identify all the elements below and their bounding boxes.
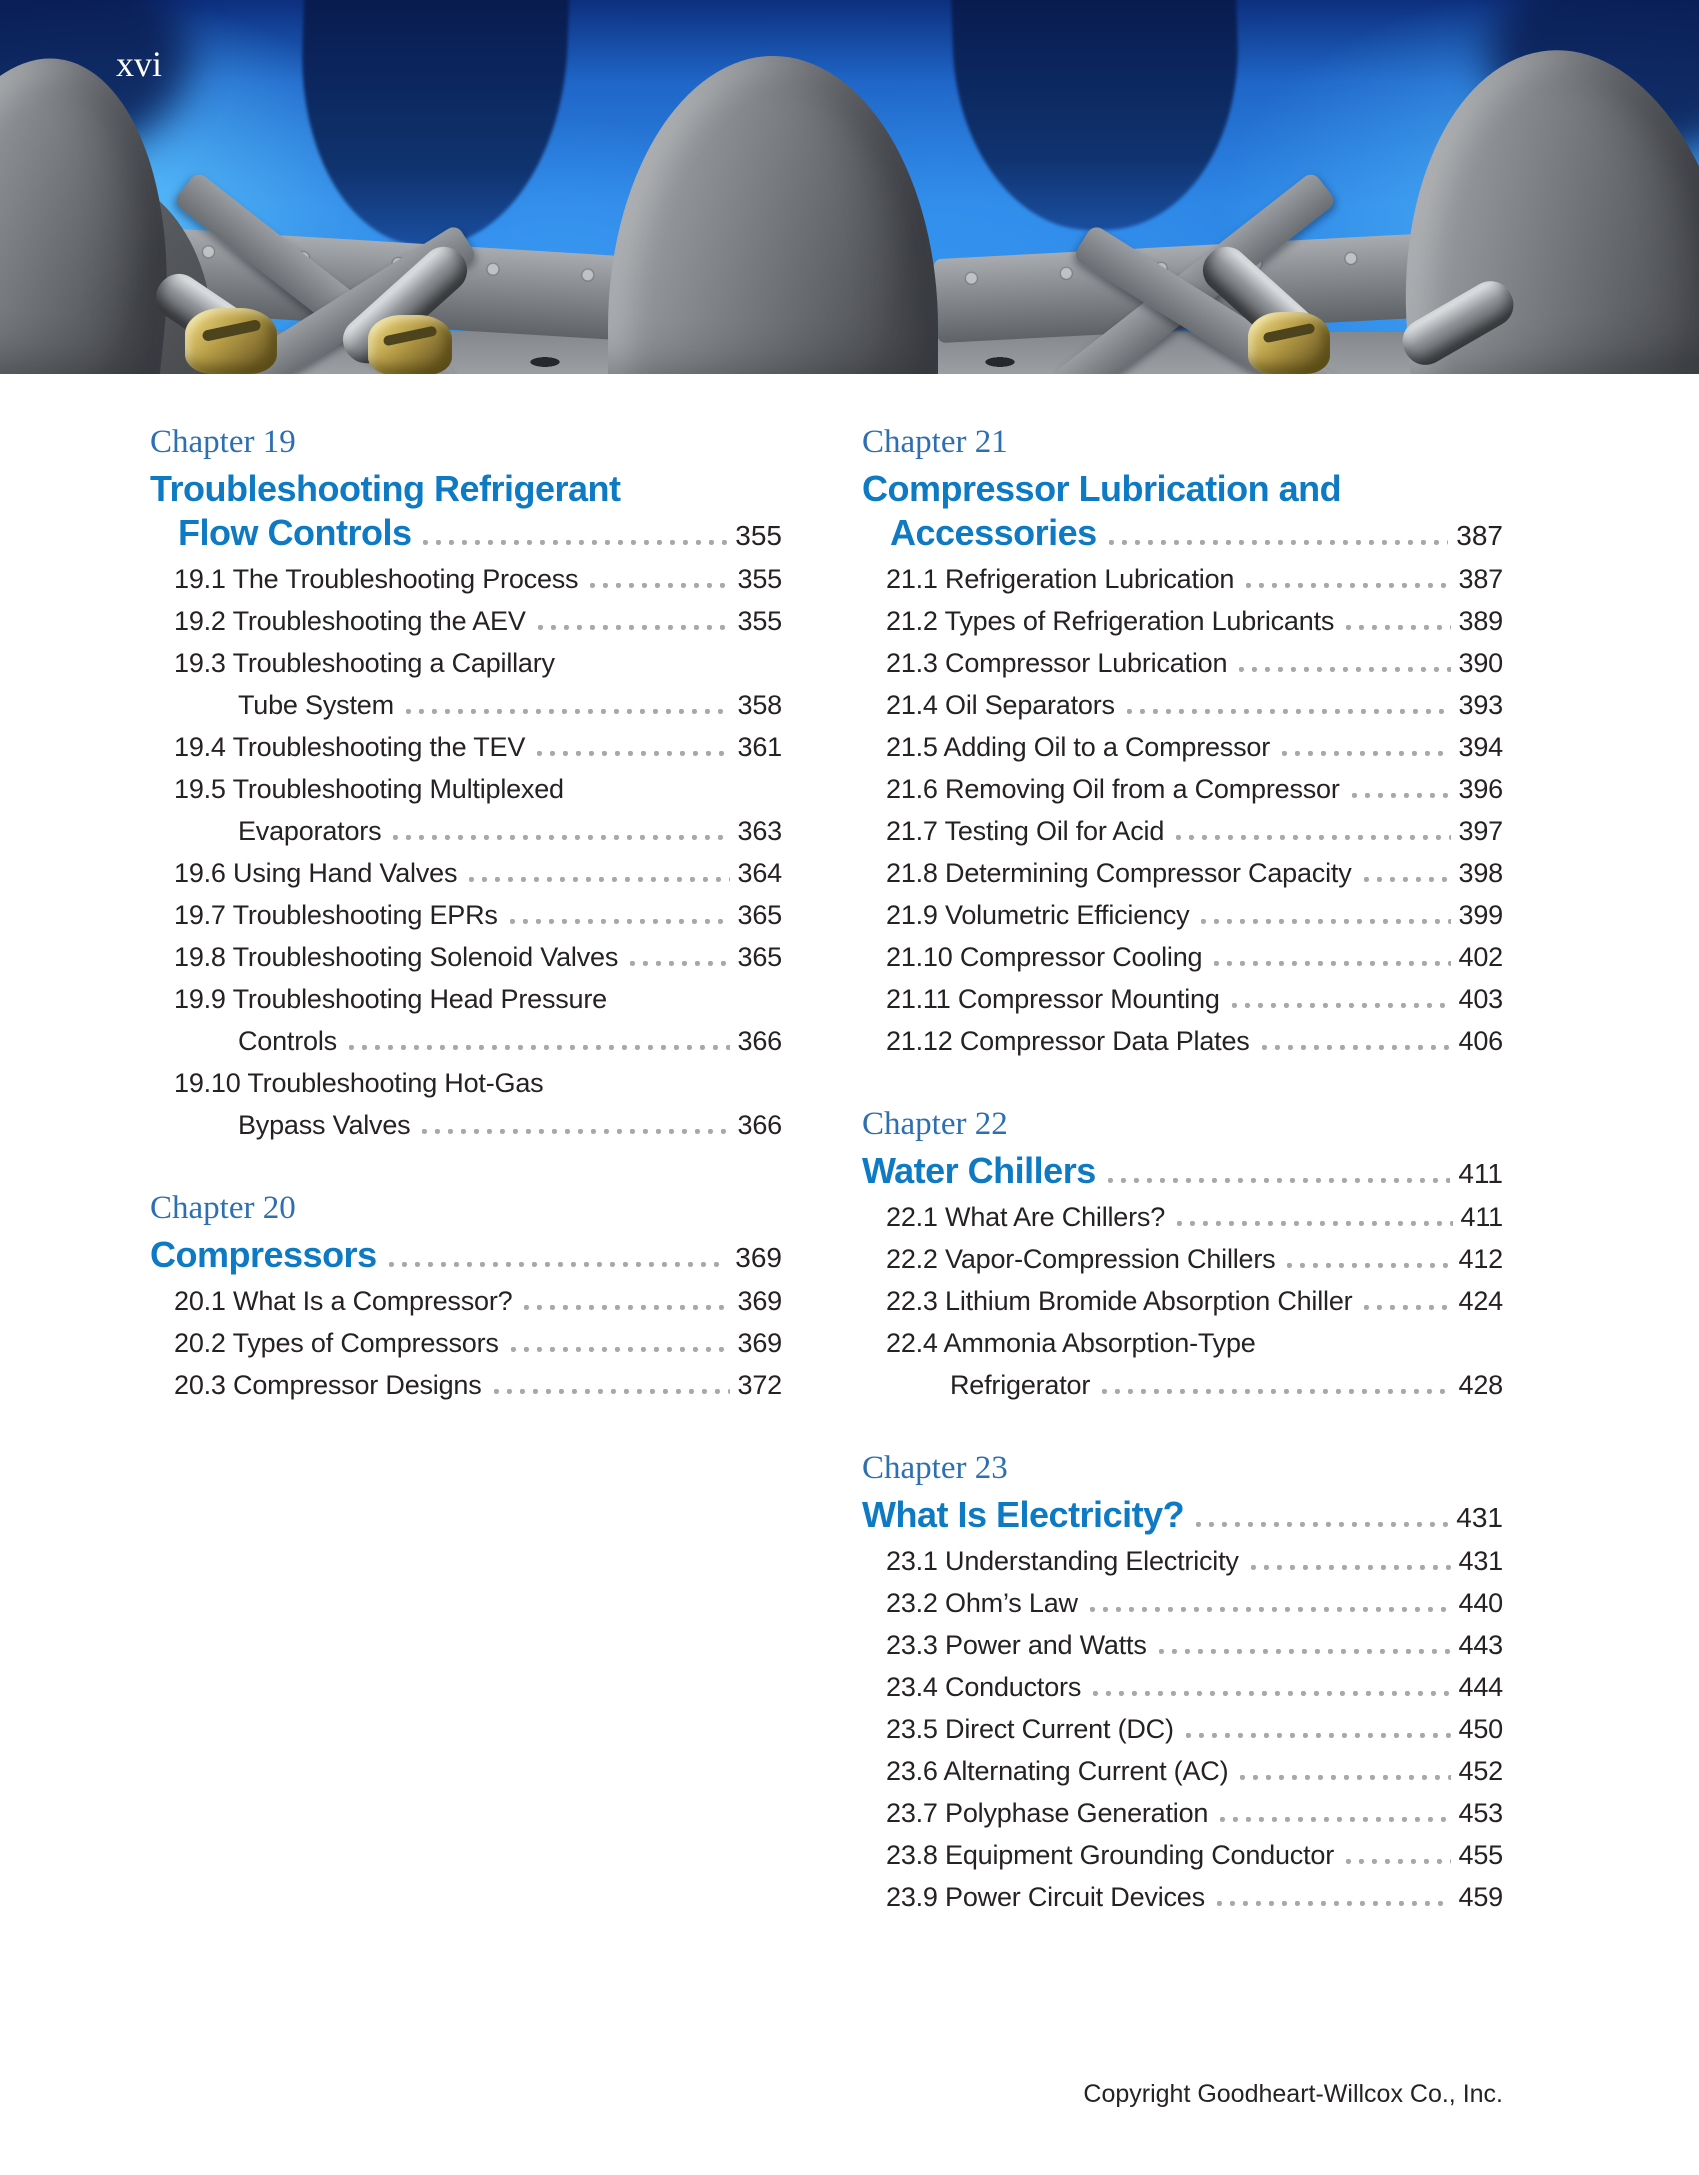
chapter-label: Chapter 19 [150, 424, 296, 460]
dot-leader [1176, 835, 1450, 840]
dot-leader [1127, 709, 1451, 714]
toc-entry-text: 19.3 Troubleshooting a Capillary [174, 647, 555, 678]
page-number: 369 [737, 1285, 782, 1316]
toc-entry-text: 21.9 Volumetric Efficiency [886, 899, 1190, 930]
dot-leader [422, 1129, 729, 1134]
dot-leader [1159, 1649, 1451, 1654]
dot-leader [1352, 793, 1451, 798]
photo-dark-flame-left [295, 0, 569, 246]
dot-leader [511, 1347, 730, 1352]
dot-leader [1186, 1733, 1451, 1738]
page-number: 455 [1458, 1839, 1503, 1870]
toc-entry-line [862, 600, 1503, 642]
toc-entry-line [150, 684, 782, 726]
dot-leader [630, 961, 729, 966]
toc-section [862, 1106, 1503, 1406]
page-number: 453 [1458, 1797, 1503, 1828]
toc-entry-line [862, 1666, 1503, 1708]
toc-entry-line [150, 558, 782, 600]
toc-entry-line [150, 642, 782, 684]
toc-entry-line [862, 1322, 1503, 1364]
toc-entry-text: 23.4 Conductors [886, 1671, 1082, 1702]
dot-leader [1201, 919, 1450, 924]
chapter-entries [862, 1540, 1503, 1918]
toc-column-left [150, 424, 782, 1406]
toc-entry-text: 19.5 Troubleshooting Multiplexed [174, 773, 564, 804]
page-number: 366 [737, 1025, 782, 1056]
copyright-notice: Copyright Goodheart-Willcox Co., Inc. [1083, 2080, 1503, 2108]
toc-entry-line [862, 1792, 1503, 1834]
page-number: 411 [1458, 1157, 1503, 1189]
toc-entry-text: 21.8 Determining Compressor Capacity [886, 857, 1352, 888]
dot-leader [349, 1045, 730, 1050]
toc-entry-line [862, 1750, 1503, 1792]
dot-leader [1287, 1263, 1450, 1268]
toc-entry-line [862, 1364, 1503, 1406]
toc-entry-line [150, 600, 782, 642]
dot-leader [1108, 1178, 1451, 1183]
toc-entry-text: 23.2 Ohm’s Law [886, 1587, 1078, 1618]
dot-leader [1177, 1221, 1453, 1226]
page-number: 396 [1458, 773, 1503, 804]
photo-brass-bolt [185, 308, 277, 374]
toc-entry-text: Evaporators [238, 815, 382, 846]
photo-burner-tube-center [608, 56, 938, 374]
toc-entry-text: 23.8 Equipment Grounding Conductor [886, 1839, 1334, 1870]
toc-entry-line [862, 642, 1503, 684]
toc-entry-line [862, 1624, 1503, 1666]
toc-entry-line [862, 1020, 1503, 1062]
toc-entry-text: Tube System [238, 689, 394, 720]
toc-entry-line [150, 1104, 782, 1146]
toc-entry-line [862, 1834, 1503, 1876]
toc-entry-line [862, 978, 1503, 1020]
dot-leader [1364, 877, 1451, 882]
page-number: 406 [1458, 1025, 1503, 1056]
toc-entry-line [862, 1196, 1503, 1238]
toc-entry-line [862, 558, 1503, 600]
toc-entry-line [150, 726, 782, 768]
chapter-label: Chapter 20 [150, 1189, 296, 1226]
toc-entry-line [150, 810, 782, 852]
toc-entry-text: 21.6 Removing Oil from a Compressor [886, 773, 1340, 804]
toc-entry-line [862, 1708, 1503, 1750]
toc-entry-text: 19.9 Troubleshooting Head Pressure [174, 983, 607, 1014]
page-number: 355 [735, 519, 782, 551]
dot-leader [423, 540, 727, 545]
chapter-title-line [862, 511, 1503, 558]
chapter-title-text: Troubleshooting Refrigerant [150, 467, 621, 509]
toc-section [150, 1190, 782, 1406]
toc-entry-line [150, 1364, 782, 1406]
toc-entry-text: 21.5 Adding Oil to a Compressor [886, 731, 1271, 762]
toc-entry-text: 19.4 Troubleshooting the TEV [174, 731, 526, 762]
page-number: 393 [1458, 689, 1503, 720]
dot-leader [510, 919, 730, 924]
page-number: 431 [1458, 1545, 1503, 1576]
chapter-title-text: Flow Controls [178, 511, 412, 553]
dot-leader [1232, 1003, 1451, 1008]
page-number: 399 [1458, 899, 1503, 930]
page-number: 440 [1458, 1587, 1503, 1618]
page-number: 412 [1458, 1243, 1503, 1274]
chapter-entries [150, 558, 782, 1146]
toc-entry-text: 19.6 Using Hand Valves [174, 857, 458, 888]
dot-leader [524, 1305, 729, 1310]
chapter-label: Chapter 23 [862, 1449, 1008, 1486]
page-number: 431 [1456, 1501, 1503, 1533]
chapter-entries [862, 558, 1503, 1062]
page-number: 444 [1458, 1671, 1503, 1702]
chapter-title-line [862, 1149, 1503, 1196]
toc-entry-line [862, 1280, 1503, 1322]
toc-entry-line [150, 936, 782, 978]
dot-leader [1246, 583, 1450, 588]
toc-entry-text: Refrigerator [950, 1369, 1091, 1400]
toc-entry-text: 21.7 Testing Oil for Acid [886, 815, 1165, 846]
toc-entry-text: 19.7 Troubleshooting EPRs [174, 899, 498, 930]
page-number: 361 [737, 731, 782, 762]
toc-entry-line [862, 894, 1503, 936]
toc-column-right [862, 424, 1503, 1918]
dot-leader [1090, 1607, 1451, 1612]
toc-entry-line [150, 1020, 782, 1062]
dot-leader [1240, 1775, 1450, 1780]
toc-entry-text: 19.8 Troubleshooting Solenoid Valves [174, 941, 619, 972]
page-number: 365 [737, 899, 782, 930]
page-number: 411 [1460, 1201, 1503, 1232]
chapter-title-line [150, 467, 782, 511]
page-number: 394 [1458, 731, 1503, 762]
toc-entry-text: 21.12 Compressor Data Plates [886, 1025, 1250, 1056]
dot-leader [538, 625, 730, 630]
toc-entry-text: 22.1 What Are Chillers? [886, 1201, 1166, 1232]
chapter-entries [862, 1196, 1503, 1406]
dot-leader [1239, 667, 1450, 672]
page-number: 459 [1458, 1881, 1503, 1912]
toc-entry-text: 19.10 Troubleshooting Hot-Gas [174, 1067, 544, 1098]
toc-entry-text: 20.3 Compressor Designs [174, 1369, 482, 1400]
toc-entry-text: 21.11 Compressor Mounting [886, 983, 1220, 1014]
page-number: 443 [1458, 1629, 1503, 1660]
chapter-title-text: What Is Electricity? [862, 1493, 1185, 1535]
toc-entry-text: 21.10 Compressor Cooling [886, 941, 1203, 972]
chapter-title-text: Accessories [890, 511, 1097, 553]
chapter-title-text: Water Chillers [862, 1149, 1096, 1191]
toc-entry-line [150, 1062, 782, 1104]
dot-leader [406, 709, 730, 714]
chapter-title-line [862, 1493, 1503, 1540]
toc-entry-text: 22.2 Vapor-Compression Chillers [886, 1243, 1276, 1274]
photo-brass-bolt [368, 315, 452, 374]
chapter-label: Chapter 21 [862, 424, 1008, 460]
page-number: 366 [737, 1109, 782, 1140]
toc-entry-line [150, 768, 782, 810]
page-number: 389 [1458, 605, 1503, 636]
header-photo [0, 0, 1699, 374]
toc-entry-line [862, 1876, 1503, 1918]
dot-leader [1364, 1305, 1450, 1310]
toc-entry-text: Controls [238, 1025, 337, 1056]
toc-entry-text: 21.1 Refrigeration Lubrication [886, 563, 1235, 594]
toc-entry-text: 21.3 Compressor Lubrication [886, 647, 1228, 678]
toc-entry-text: 23.1 Understanding Electricity [886, 1545, 1239, 1576]
page-number: 355 [737, 605, 782, 636]
toc-entry-text: 22.4 Ammonia Absorption-Type [886, 1327, 1256, 1358]
page-number: 355 [737, 563, 782, 594]
dot-leader [1220, 1817, 1450, 1822]
toc-section [862, 424, 1503, 1062]
photo-brass-bolt [1248, 312, 1330, 374]
dot-leader [393, 835, 729, 840]
toc-entry-line [862, 726, 1503, 768]
page-number: 402 [1458, 941, 1503, 972]
toc-entry-text: 20.2 Types of Compressors [174, 1327, 499, 1358]
page-number: 450 [1458, 1713, 1503, 1744]
toc-entry-text: 19.1 The Troubleshooting Process [174, 563, 579, 594]
chapter-title-text: Compressors [150, 1233, 377, 1275]
toc-section [862, 1450, 1503, 1918]
page-number: 387 [1458, 563, 1503, 594]
toc-entry-line [862, 768, 1503, 810]
dot-leader [1282, 751, 1451, 756]
chapter-title-text: Compressor Lubrication and [862, 467, 1342, 509]
toc-entry-line [150, 852, 782, 894]
page-folio: xvi [116, 44, 163, 84]
page-number: 369 [737, 1327, 782, 1358]
toc-entry-text: Bypass Valves [238, 1109, 411, 1140]
dot-leader [537, 751, 729, 756]
page-number: 397 [1458, 815, 1503, 846]
dot-leader [494, 1389, 730, 1394]
toc-section [150, 424, 782, 1146]
page-number: 428 [1458, 1369, 1503, 1400]
toc-entry-line [862, 1540, 1503, 1582]
page-number: 358 [737, 689, 782, 720]
dot-leader [590, 583, 729, 588]
dot-leader [1196, 1522, 1448, 1527]
dot-leader [469, 877, 729, 882]
dot-leader [389, 1262, 728, 1267]
toc-entry-line [862, 810, 1503, 852]
dot-leader [1251, 1565, 1451, 1570]
toc-entry-line [150, 1280, 782, 1322]
toc-entry-line [150, 894, 782, 936]
page-number: 390 [1458, 647, 1503, 678]
toc-entry-text: 22.3 Lithium Bromide Absorption Chiller [886, 1285, 1353, 1316]
dot-leader [1346, 625, 1450, 630]
page-number: 363 [737, 815, 782, 846]
dot-leader [1346, 1859, 1451, 1864]
dot-leader [1102, 1389, 1450, 1394]
page-number: 398 [1458, 857, 1503, 888]
toc-entry-text: 23.7 Polyphase Generation [886, 1797, 1209, 1828]
toc-entry-text: 19.2 Troubleshooting the AEV [174, 605, 526, 636]
toc-entry-line [150, 978, 782, 1020]
chapter-label: Chapter 22 [862, 1105, 1008, 1142]
dot-leader [1217, 1901, 1451, 1906]
toc-entry-text: 23.3 Power and Watts [886, 1629, 1147, 1660]
chapter-title-line [150, 511, 782, 558]
page-number: 364 [737, 857, 782, 888]
toc-entry-text: 21.2 Types of Refrigeration Lubricants [886, 605, 1335, 636]
toc-entry-text: 20.1 What Is a Compressor? [174, 1285, 513, 1316]
toc-entry-line [862, 684, 1503, 726]
page-number: 452 [1458, 1755, 1503, 1786]
dot-leader [1262, 1045, 1451, 1050]
photo-dark-flame-right [951, 0, 1244, 230]
toc-entry-text: 23.9 Power Circuit Devices [886, 1881, 1205, 1912]
toc-entry-line [150, 1322, 782, 1364]
chapter-title-line [150, 1233, 782, 1280]
page-number: 369 [735, 1241, 782, 1273]
page-number: 403 [1458, 983, 1503, 1014]
page-number: 424 [1458, 1285, 1503, 1316]
toc-entry-text: 21.4 Oil Separators [886, 689, 1115, 720]
toc-entry-line [862, 1582, 1503, 1624]
toc-entry-text: 23.5 Direct Current (DC) [886, 1713, 1174, 1744]
toc-entry-line [862, 936, 1503, 978]
page-number: 387 [1456, 519, 1503, 551]
chapter-entries [150, 1280, 782, 1406]
dot-leader [1109, 540, 1449, 545]
dot-leader [1093, 1691, 1450, 1696]
page-number: 372 [737, 1369, 782, 1400]
toc-entry-line [862, 852, 1503, 894]
toc-entry-line [862, 1238, 1503, 1280]
chapter-title-line [862, 467, 1503, 511]
dot-leader [1214, 961, 1450, 966]
toc-entry-text: 23.6 Alternating Current (AC) [886, 1755, 1229, 1786]
page-number: 365 [737, 941, 782, 972]
